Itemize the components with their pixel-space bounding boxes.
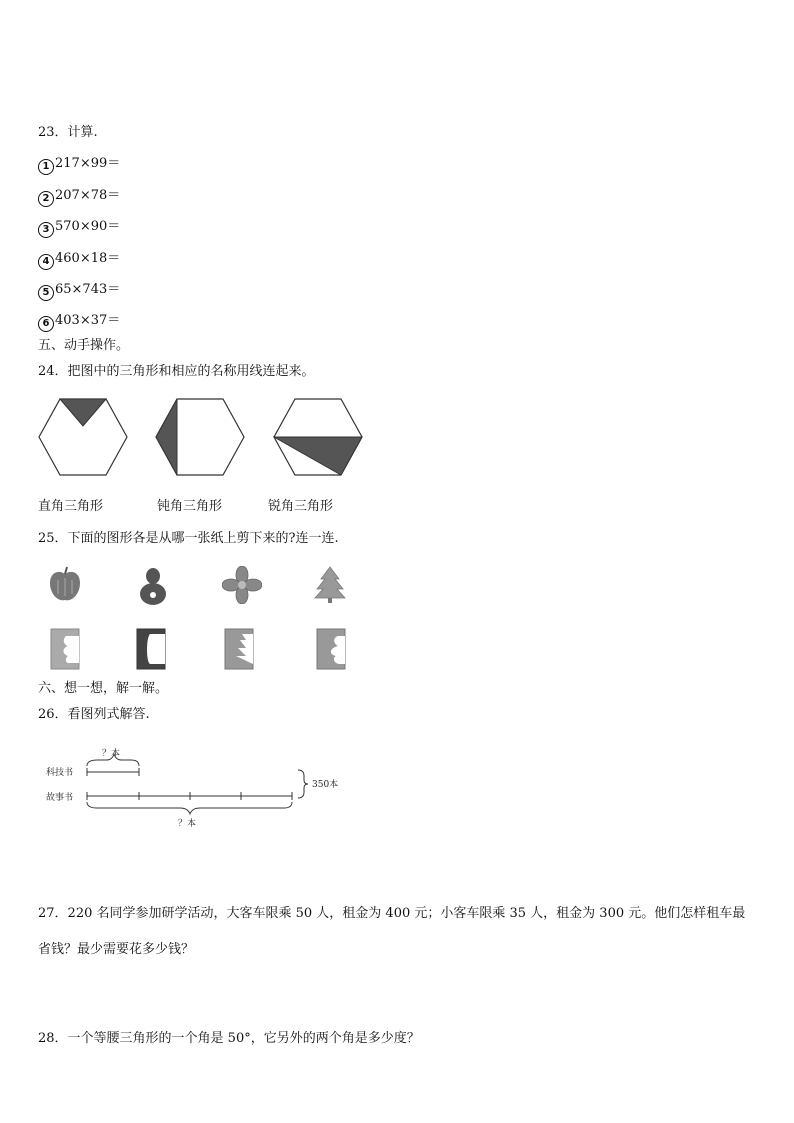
q23-title: 23．计算. [38, 125, 98, 140]
calc-expression: 207×78＝ [55, 188, 121, 203]
q25-title: 25．下面的图形各是从哪一张纸上剪下来的?连一连. [38, 531, 339, 546]
circled-number: 1 [38, 159, 54, 175]
total-label: 350本 [312, 780, 339, 790]
paper-cutout-c-icon [224, 628, 254, 670]
gourd-shape-icon [138, 566, 168, 606]
label-right-triangle: 直角三角形 [38, 499, 104, 514]
paper-cutout-b-icon [136, 628, 166, 670]
apple-shape-icon [48, 566, 82, 604]
hexagon-acute-triangle-figure [273, 398, 363, 476]
top-question-label: ？本 [102, 749, 121, 759]
q28-text: 28．一个等腰三角形的一个角是 50°，它另外的两个角是多少度？ [38, 1031, 420, 1046]
paper-cutout-d-icon [316, 628, 346, 670]
calc-item-2 [38, 187, 120, 207]
circled-number: 6 [38, 316, 54, 332]
bottom-brace [87, 802, 292, 814]
row2-label: 故事书 [46, 793, 74, 803]
calc-expression: 217×99＝ [55, 156, 121, 171]
calc-item-1 [38, 155, 120, 175]
tree-shape-icon [313, 566, 347, 604]
hexagon-right-triangle-figure [38, 398, 128, 476]
circled-number: 4 [38, 254, 54, 270]
calc-expression: 65×743＝ [55, 282, 121, 297]
circled-number: 5 [38, 285, 54, 301]
label-acute-triangle: 锐角三角形 [268, 499, 334, 514]
calc-expression: 570×90＝ [55, 219, 121, 234]
q26-title: 26．看图列式解答. [38, 707, 150, 722]
row1-label: 科技书 [46, 768, 74, 778]
calc-item-4 [38, 250, 120, 270]
section-heading: 六、想一想，解一解。 [38, 681, 169, 696]
calc-expression: 460×18＝ [55, 251, 121, 266]
section-heading: 五、动手操作。 [38, 338, 130, 353]
calc-expression: 403×37＝ [55, 313, 121, 328]
line-segment-diagram [40, 740, 360, 840]
calc-item-3 [38, 218, 120, 238]
label-obtuse-triangle: 钝角三角形 [157, 499, 223, 514]
calc-item-5 [38, 281, 120, 301]
right-brace [298, 770, 308, 798]
flower-shape-icon [222, 566, 262, 604]
hexagon-obtuse-triangle-figure [155, 398, 245, 476]
calc-item-6 [38, 312, 120, 332]
bottom-question-label: ？本 [178, 819, 197, 829]
q24-title: 24．把图中的三角形和相应的名称用线连起来。 [38, 364, 315, 379]
circled-number: 3 [38, 222, 54, 238]
paper-cutout-a-icon [50, 628, 80, 670]
circled-number: 2 [38, 191, 54, 207]
q27-text: 27．220 名同学参加研学活动，大客车限乘 50 人，租金为 400 元；小客车限乘 35 人，租金为 300 元。他们怎样租车最省钱？最少需要花多少钱？ [38, 906, 746, 957]
top-brace [87, 754, 139, 766]
